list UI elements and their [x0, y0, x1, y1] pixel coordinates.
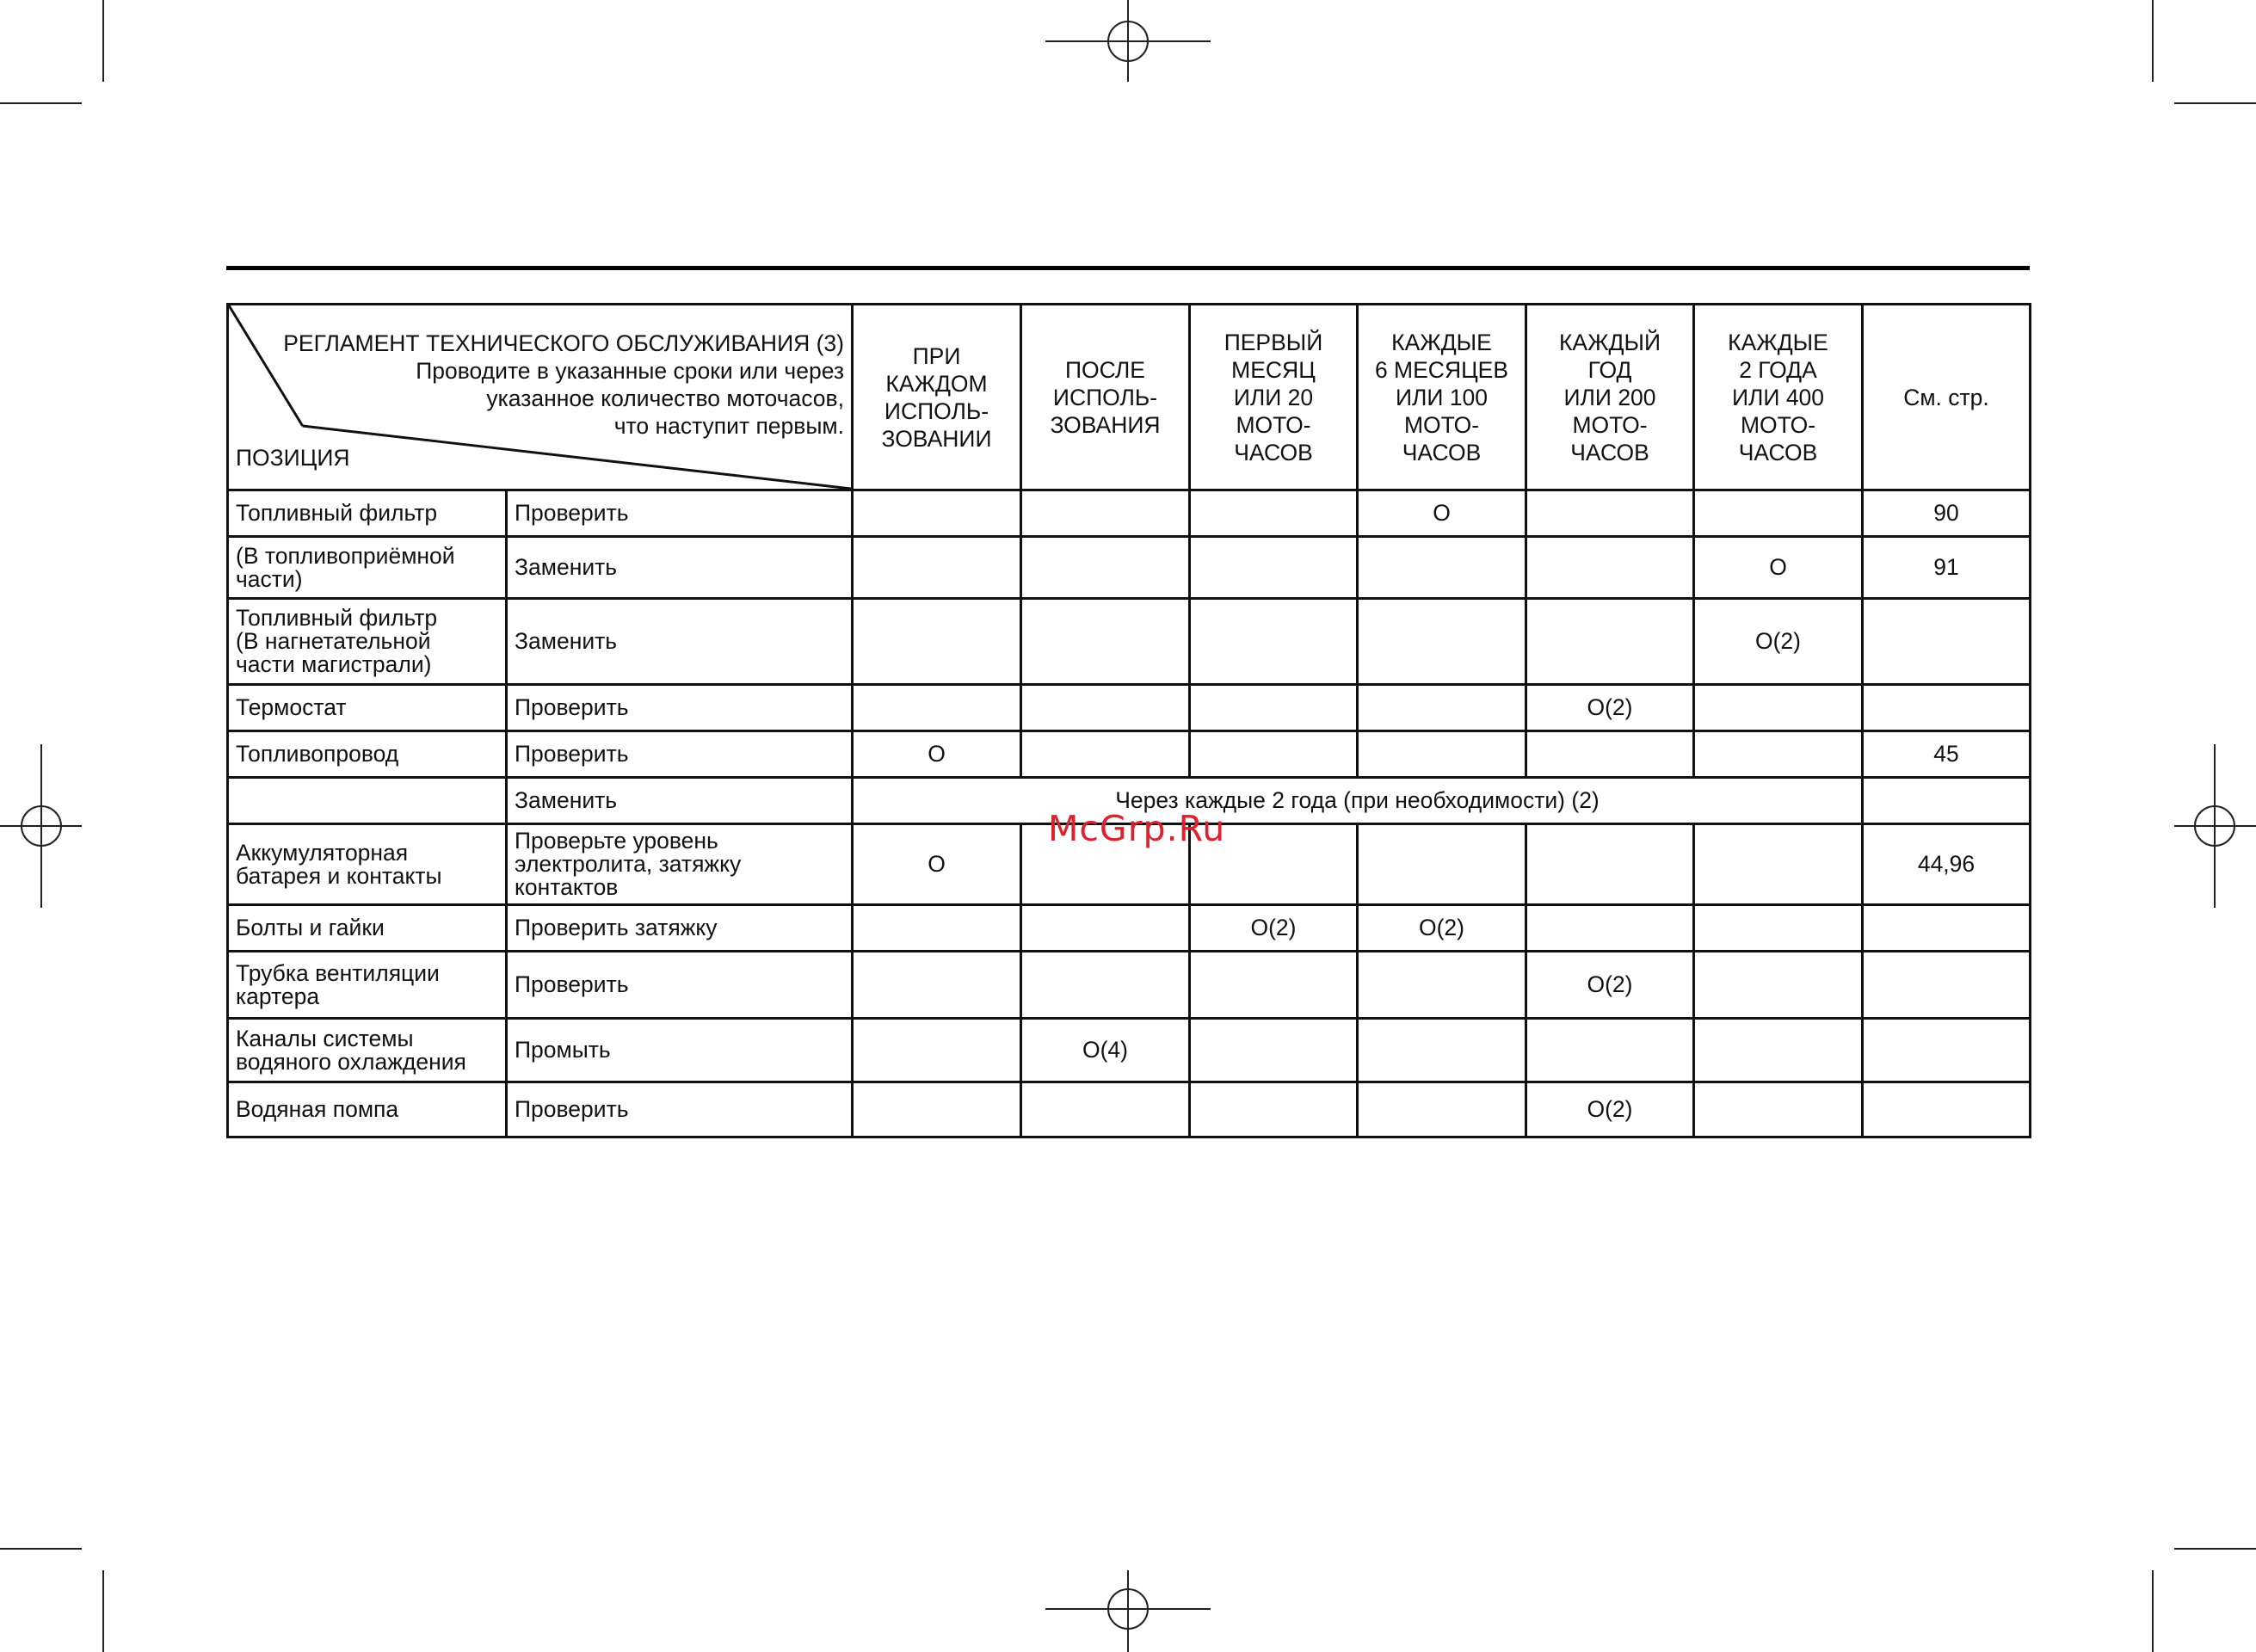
cell-c4	[1358, 1019, 1526, 1082]
col-header-each-use: ПРИ КАЖДОМ ИСПОЛЬ- ЗОВАНИИ	[853, 305, 1021, 490]
cell-c2	[1021, 599, 1190, 685]
cell-page	[1863, 599, 2031, 685]
col-header-after-use: ПОСЛЕ ИСПОЛЬ- ЗОВАНИЯ	[1021, 305, 1190, 490]
cell-c5	[1526, 905, 1694, 952]
col-header-yearly: КАЖДЫЙ ГОД ИЛИ 200 МОТО- ЧАСОВ	[1526, 305, 1694, 490]
cell-c3	[1190, 952, 1358, 1019]
cell-c3: O(2)	[1190, 905, 1358, 952]
row-action: Промыть	[507, 1019, 853, 1082]
cell-c1	[853, 905, 1021, 952]
cell-c5: O(2)	[1526, 1082, 1694, 1137]
table-row	[228, 1019, 2031, 1082]
row-item: (В топливоприёмной части)	[228, 537, 507, 599]
cell-c5	[1526, 1019, 1694, 1082]
row-item: Топливный фильтр (В нагнетательной части магистрали)	[228, 599, 507, 685]
maintenance-table	[226, 303, 2031, 1138]
schedule-note-2: указанное количество моточасов,	[486, 385, 844, 411]
watermark: McGrp.Ru	[1048, 808, 1226, 849]
cell-c3	[1190, 490, 1358, 537]
header-row	[228, 305, 2031, 490]
cell-c5	[1526, 731, 1694, 778]
cell-page	[1863, 1082, 2031, 1137]
cell-c4	[1358, 952, 1526, 1019]
row-item	[228, 778, 507, 824]
table-row	[228, 1082, 2031, 1137]
table-row	[228, 490, 2031, 537]
cell-page: 44,96	[1863, 824, 2031, 905]
table-row	[228, 952, 2031, 1019]
cell-c1	[853, 685, 1021, 731]
row-item: Топливопровод	[228, 731, 507, 778]
cell-c2	[1021, 952, 1190, 1019]
cell-c2	[1021, 537, 1190, 599]
cell-page	[1863, 952, 2031, 1019]
col-header-see-page: См. стр.	[1863, 305, 2031, 490]
row-action: Проверить затяжку	[507, 905, 853, 952]
schedule-note-3: что наступит первым.	[613, 413, 844, 439]
cell-c1	[853, 1082, 1021, 1137]
row-action: Проверить	[507, 952, 853, 1019]
cell-page: 45	[1863, 731, 2031, 778]
row-action: Проверить	[507, 685, 853, 731]
table-row	[228, 537, 2031, 599]
row-item: Топливный фильтр	[228, 490, 507, 537]
schedule-title: РЕГЛАМЕНТ ТЕХНИЧЕСКОГО ОБСЛУЖИВАНИЯ (3)	[283, 330, 844, 356]
cell-c2	[1021, 1082, 1190, 1137]
row-item: Аккумуляторная батарея и контакты	[228, 824, 507, 905]
cell-c4	[1358, 824, 1526, 905]
cell-page: 91	[1863, 537, 2031, 599]
cell-c1	[853, 537, 1021, 599]
cell-c4	[1358, 731, 1526, 778]
cell-c3	[1190, 1019, 1358, 1082]
cell-c6	[1694, 731, 1863, 778]
col-header-first-month: ПЕРВЫЙ МЕСЯЦ ИЛИ 20 МОТО- ЧАСОВ	[1190, 305, 1358, 490]
cell-c6: O(2)	[1694, 599, 1863, 685]
cell-c6	[1694, 1082, 1863, 1137]
cell-c4: O(2)	[1358, 905, 1526, 952]
cell-c6	[1694, 952, 1863, 1019]
cell-c3	[1190, 537, 1358, 599]
table-row	[228, 731, 2031, 778]
cell-c2	[1021, 731, 1190, 778]
cell-c6	[1694, 1019, 1863, 1082]
cell-c6	[1694, 824, 1863, 905]
cell-c1	[853, 952, 1021, 1019]
cell-c3	[1190, 599, 1358, 685]
cell-c5	[1526, 599, 1694, 685]
cell-c4	[1358, 599, 1526, 685]
row-item: Водяная помпа	[228, 1082, 507, 1137]
cell-c2	[1021, 685, 1190, 731]
cell-c4	[1358, 1082, 1526, 1137]
header-schedule-text	[283, 330, 844, 440]
row-item: Каналы системы водяного охлаждения	[228, 1019, 507, 1082]
position-label: ПОЗИЦИЯ	[236, 445, 350, 471]
cell-c1: O	[853, 731, 1021, 778]
row-action: Проверить	[507, 731, 853, 778]
row-action: Заменить	[507, 537, 853, 599]
table-row	[228, 905, 2031, 952]
row-action: Проверить	[507, 490, 853, 537]
cell-c3	[1190, 1082, 1358, 1137]
cell-c6	[1694, 905, 1863, 952]
cell-page	[1863, 905, 2031, 952]
cell-page	[1863, 685, 2031, 731]
header-diagonal-cell	[228, 305, 853, 490]
cell-c4	[1358, 537, 1526, 599]
cell-c3	[1190, 731, 1358, 778]
row-action: Проверить	[507, 1082, 853, 1137]
row-item: Трубка вентиляции картера	[228, 952, 507, 1019]
top-rule	[226, 266, 2030, 270]
cell-c5	[1526, 490, 1694, 537]
cell-c5	[1526, 824, 1694, 905]
cell-c1	[853, 490, 1021, 537]
cell-c2	[1021, 905, 1190, 952]
cell-c5: O(2)	[1526, 952, 1694, 1019]
row-action: Проверьте уровень электролита, затяжку контактов	[507, 824, 853, 905]
cell-page	[1863, 778, 2031, 824]
cell-c2: O(4)	[1021, 1019, 1190, 1082]
row-item: Болты и гайки	[228, 905, 507, 952]
table-row	[228, 685, 2031, 731]
row-action: Заменить	[507, 778, 853, 824]
table-row	[228, 599, 2031, 685]
cell-c6	[1694, 685, 1863, 731]
cell-c1	[853, 1019, 1021, 1082]
cell-c4	[1358, 685, 1526, 731]
cell-c5: O(2)	[1526, 685, 1694, 731]
cell-c1	[853, 599, 1021, 685]
cell-c1: O	[853, 824, 1021, 905]
cell-c3	[1190, 685, 1358, 731]
cell-c6	[1694, 490, 1863, 537]
cell-page: 90	[1863, 490, 2031, 537]
replacement-interval-note: Через каждые 2 года (при необходимости) (2)	[853, 778, 1863, 824]
cell-c2	[1021, 490, 1190, 537]
cell-c6: O	[1694, 537, 1863, 599]
cell-c4: O	[1358, 490, 1526, 537]
schedule-note-1: Проводите в указанные сроки или через	[416, 358, 844, 384]
row-action: Заменить	[507, 599, 853, 685]
row-item: Термостат	[228, 685, 507, 731]
cell-c5	[1526, 537, 1694, 599]
cell-page	[1863, 1019, 2031, 1082]
col-header-2-years: КАЖДЫЕ 2 ГОДА ИЛИ 400 МОТО- ЧАСОВ	[1694, 305, 1863, 490]
col-header-6-months: КАЖДЫЕ 6 МЕСЯЦЕВ ИЛИ 100 МОТО- ЧАСОВ	[1358, 305, 1526, 490]
